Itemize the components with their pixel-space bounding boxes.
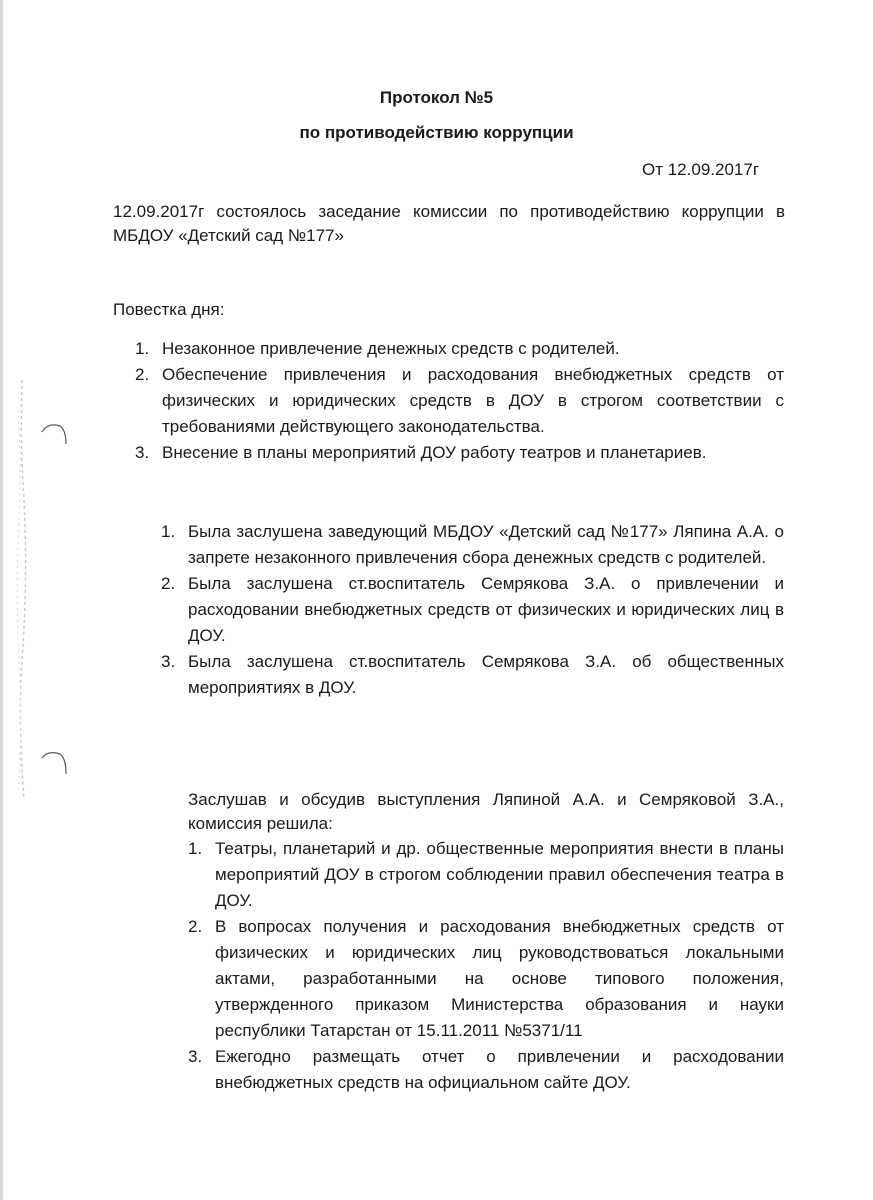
document-title: Протокол №5 <box>379 88 494 107</box>
list-item-text: В вопросах получения и расходования внебюджетных средств от физических и юридических лиц руководствоваться локальными актами, разработанными на основе типового положения, утвержденного приказом Министерства образования и науки республики Татарстан от 15.11.2011 №5371/11 <box>215 917 784 1040</box>
list-item <box>188 1044 784 1096</box>
list-item-text: Ежегодно размещать отчет о привлечении и расходовании внебюджетных средств на официальном сайте ДОУ. <box>215 1047 784 1092</box>
list-item <box>161 649 784 701</box>
punch-hole-mark <box>40 420 68 448</box>
binding-thread <box>8 380 38 815</box>
list-item-text: Незаконное привлечение денежных средств с родителей. <box>162 339 620 358</box>
list-item-text: Была заслушена ст.воспитатель Семрякова З.А. о привлечении и расходовании внебюджетных средств от физических и юридических лиц в ДОУ. <box>188 574 784 645</box>
list-item-number: 1. <box>161 522 176 541</box>
punch-hole-mark <box>40 748 68 776</box>
list-item <box>135 440 784 466</box>
list-item-number: 3. <box>188 1047 203 1066</box>
list-item-text: Обеспечение привлечения и расходования внебюджетных средств от физических и юридических средств в ДОУ в строгом соответствии с требованиями действующего законодательства. <box>162 365 784 436</box>
list-item <box>188 836 784 914</box>
list-item-number: 2. <box>161 574 176 593</box>
list-item-text: Театры, планетарий и др. общественные мероприятия внести в планы мероприятий ДОУ в строгом соблюдении правил обеспечения театра в ДОУ. <box>215 839 784 910</box>
list-item <box>188 914 784 1044</box>
agenda-list <box>135 336 784 466</box>
decision-intro: Заслушав и обсудив выступления Ляпиной А.А. и Семряковой З.А., комиссия решила: <box>188 790 784 833</box>
list-item <box>161 571 784 649</box>
list-item-text: Была заслушена ст.воспитатель Семрякова З.А. об общественных мероприятиях в ДОУ. <box>188 652 784 697</box>
list-item-number: 3. <box>135 443 150 462</box>
list-item <box>135 362 784 440</box>
document-date: От 12.09.2017г <box>642 160 760 179</box>
intro-paragraph: 12.09.2017г состоялось заседание комиссии по противодействию коррупции в МБДОУ «Детский сад №177» <box>113 202 785 245</box>
document-subtitle: по противодействию коррупции <box>299 123 574 142</box>
list-item-number: 3. <box>161 652 176 671</box>
decision-list <box>188 836 784 1096</box>
list-item-number: 1. <box>188 839 203 858</box>
list-item-text: Была заслушена заведующий МБДОУ «Детский сад №177» Ляпина А.А. о запрете незаконного привлечения сбора денежных средств с родителей. <box>188 522 784 567</box>
list-item <box>161 519 784 571</box>
list-item-number: 1. <box>135 339 150 358</box>
scan-edge <box>0 0 3 1200</box>
list-item-text: Внесение в планы мероприятий ДОУ работу театров и планетариев. <box>162 443 707 462</box>
list-item <box>135 336 784 362</box>
list-item-number: 2. <box>188 917 203 936</box>
agenda-heading: Повестка дня: <box>113 300 225 319</box>
list-item-number: 2. <box>135 365 150 384</box>
heard-list <box>161 519 784 701</box>
